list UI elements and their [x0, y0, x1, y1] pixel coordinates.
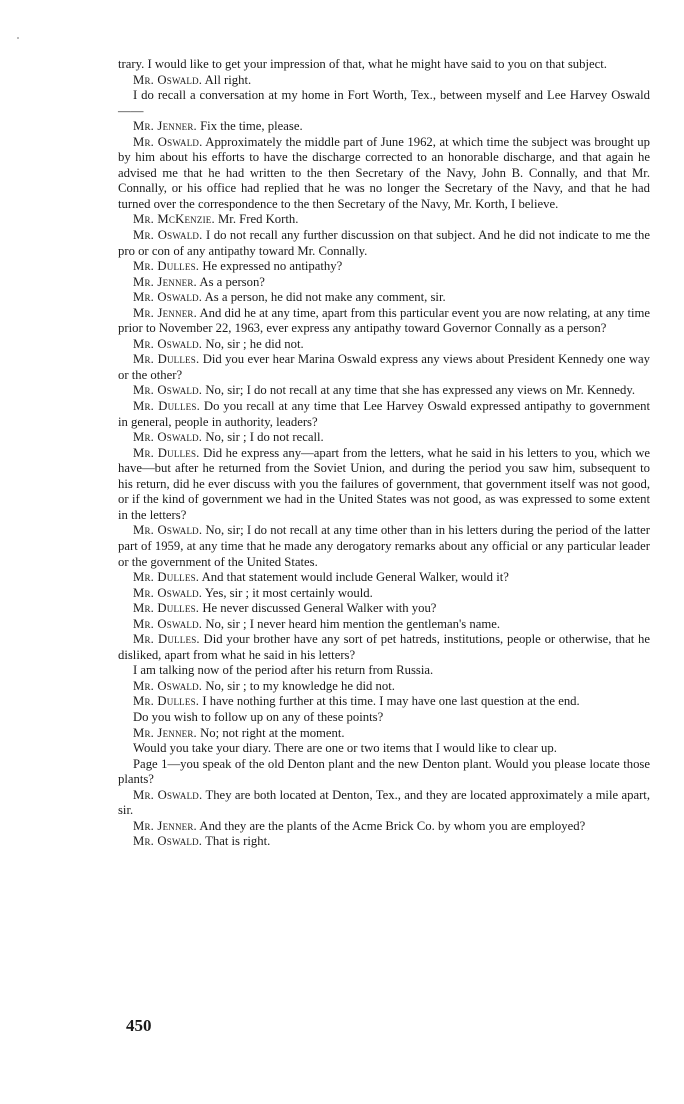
speaker-name: Mr. McKenzie. — [133, 212, 215, 227]
paragraph — [118, 523, 650, 570]
transcript-body — [118, 57, 650, 850]
paragraph — [118, 135, 650, 213]
paragraph — [118, 819, 650, 835]
speaker-name: Mr. Dulles. — [133, 259, 200, 274]
paragraph — [118, 741, 650, 757]
paragraph — [118, 601, 650, 617]
paragraph-text: No, sir ; I never heard him mention the gentleman's name. — [202, 616, 501, 631]
paragraph — [118, 337, 650, 353]
paragraph — [118, 446, 650, 524]
paragraph-text: Page 1—you speak of the old Denton plant and the new Denton plant. Would you please locate those plants? — [118, 756, 650, 787]
paragraph — [118, 757, 650, 788]
speaker-name: Mr. Oswald. — [133, 585, 203, 600]
paragraph — [118, 73, 650, 89]
scan-mark — [17, 37, 19, 39]
speaker-name: Mr. Jenner. — [133, 305, 197, 320]
paragraph-text: No, sir ; to my knowledge he did not. — [202, 678, 395, 693]
paragraph-text: And they are the plants of the Acme Brick Co. by whom you are employed? — [196, 818, 586, 833]
page-number: 450 — [126, 1016, 152, 1035]
paragraph — [118, 212, 650, 228]
speaker-name: Mr. Dulles. — [133, 399, 200, 414]
paragraph-text: Would you take your diary. There are one or two items that I would like to clear up. — [133, 741, 557, 756]
speaker-name: Mr. Jenner. — [133, 725, 197, 740]
paragraph-text: Did your brother have any sort of pet hatreds, institutions, people or otherwise, that he disliked, apart from what he said in his letters? — [118, 632, 650, 662]
paragraph — [118, 617, 650, 633]
paragraph — [118, 119, 650, 135]
paragraph — [118, 306, 650, 337]
paragraph-text: Do you recall at any time that Lee Harvey Oswald expressed antipathy to government in general, people in authority, leaders? — [118, 399, 650, 429]
paragraph-text: As a person? — [196, 274, 265, 289]
paragraph — [118, 430, 650, 446]
speaker-name: Mr. Oswald. — [133, 523, 203, 538]
paragraph-text: No, sir ; he did not. — [202, 336, 304, 351]
paragraph-text: And did he at any time, apart from this particular event you are now relating, at any time prior to November 22, 1963, ever express any antipathy toward Governor Connally as a person? — [118, 305, 650, 336]
paragraph — [118, 788, 650, 819]
speaker-name: Mr. Oswald. — [133, 72, 203, 87]
speaker-name: Mr. Jenner. — [133, 119, 197, 134]
paragraph-text: I do recall a conversation at my home in Fort Worth, Tex., between myself and Lee Harvey Oswald—— — [118, 88, 650, 118]
speaker-name: Mr. Oswald. — [133, 336, 203, 351]
paragraph — [118, 399, 650, 430]
paragraph-text: No, sir; I do not recall at any time other than in his letters during the period of the latter part of 1959, at any time that he made any derogatory remarks about any official or any particular leader or the government of the United States. — [118, 523, 650, 569]
paragraph-text: Did you ever hear Marina Oswald express any views about President Kennedy one way or the other? — [118, 352, 650, 382]
paragraph — [118, 834, 650, 850]
paragraph-text: No, sir ; I do not recall. — [202, 430, 324, 445]
speaker-name: Mr. Oswald. — [133, 616, 203, 631]
paragraph-text: trary. I would like to get your impression of that, what he might have said to you on that subject. — [118, 57, 607, 71]
paragraph — [118, 88, 650, 119]
paragraph — [118, 726, 650, 742]
paragraph — [118, 290, 650, 306]
speaker-name: Mr. Dulles. — [133, 632, 200, 647]
paragraph-text: I have nothing further at this time. I may have one last question at the end. — [199, 694, 580, 709]
paragraph-text: Do you wish to follow up on any of these points? — [133, 709, 384, 724]
paragraph-text: Fix the time, please. — [196, 119, 303, 134]
paragraph-text: I am talking now of the period after his return from Russia. — [133, 663, 434, 678]
paragraph — [118, 352, 650, 383]
speaker-name: Mr. Oswald. — [133, 290, 203, 305]
speaker-name: Mr. Oswald. — [133, 134, 203, 149]
speaker-name: Mr. Oswald. — [133, 834, 203, 849]
speaker-name: Mr. Jenner. — [133, 274, 197, 289]
paragraph-text: Did he express any—apart from the letters, what he said in his letters to you, which we have—but after he returned from the Soviet Union, and during the period you saw him, subsequent to his return, did he ever discuss with you the failures of government, that government itself was not good, or if the kind of government we had in the United States was not good, as was expressed to some extent in the letters? — [118, 445, 650, 522]
paragraph — [118, 586, 650, 602]
paragraph — [118, 632, 650, 663]
paragraph — [118, 259, 650, 275]
speaker-name: Mr. Dulles. — [133, 570, 200, 585]
paragraph-text: He expressed no antipathy? — [199, 259, 343, 274]
paragraph — [118, 57, 650, 73]
speaker-name: Mr. Dulles. — [133, 694, 200, 709]
paragraph-text: No, sir; I do not recall at any time that she has expressed any views on Mr. Kennedy. — [202, 383, 636, 398]
paragraph-text: All right. — [202, 72, 252, 87]
paragraph-text: Yes, sir ; it most certainly would. — [202, 585, 373, 600]
speaker-name: Mr. Jenner. — [133, 818, 197, 833]
paragraph-text: Approximately the middle part of June 1962, at which time the subject was brought up by him about his efforts to have the discharge corrected to an honorable discharge, and that again he advised me that he had written to the then Secretary of the Navy, John B. Connally, and that Mr. Connally, or his office had replied that he was no longer the Secretary of the Navy, and that he had turned over the correspondence to the then Secretary of the Navy, Mr. Korth, I believe. — [118, 134, 650, 211]
speaker-name: Mr. Dulles. — [133, 601, 200, 616]
paragraph — [118, 383, 650, 399]
speaker-name: Mr. Oswald. — [133, 787, 203, 802]
speaker-name: Mr. Oswald. — [133, 383, 203, 398]
speaker-name: Mr. Oswald. — [133, 678, 203, 693]
paragraph-text: He never discussed General Walker with you? — [199, 601, 437, 616]
paragraph-text: As a person, he did not make any comment, sir. — [202, 290, 446, 305]
paragraph-text: And that statement would include General Walker, would it? — [199, 570, 509, 585]
paragraph-text: They are both located at Denton, Tex., and they are located approximately a mile apart, sir. — [118, 787, 650, 818]
paragraph-text: No; not right at the moment. — [196, 725, 345, 740]
speaker-name: Mr. Dulles. — [133, 445, 200, 460]
paragraph — [118, 275, 650, 291]
paragraph — [118, 679, 650, 695]
paragraph — [118, 663, 650, 679]
speaker-name: Mr. Dulles. — [133, 352, 200, 367]
paragraph-text: Mr. Fred Korth. — [214, 212, 299, 227]
paragraph — [118, 694, 650, 710]
paragraph — [118, 710, 650, 726]
speaker-name: Mr. Oswald. — [133, 430, 203, 445]
paragraph — [118, 570, 650, 586]
paragraph-text: I do not recall any further discussion on that subject. And he did not indicate to me the pro or con of any antipathy toward Mr. Connally. — [118, 228, 650, 258]
paragraph-text: That is right. — [202, 834, 271, 849]
speaker-name: Mr. Oswald. — [133, 228, 203, 243]
paragraph — [118, 228, 650, 259]
